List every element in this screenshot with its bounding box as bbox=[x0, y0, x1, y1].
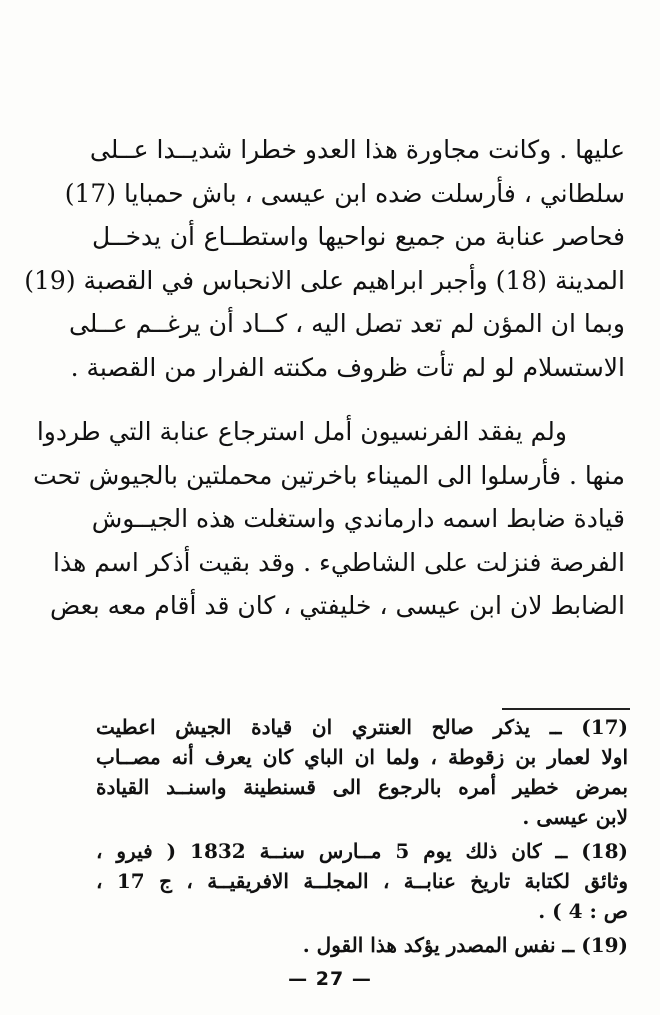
footnote-18 bbox=[96, 836, 628, 926]
text-line: الضابط لان ابن عيسى ، خليفتي ، كان قد أقام معه بعض bbox=[50, 591, 625, 620]
paragraph-2 bbox=[33, 410, 625, 628]
footnote-line: لابن عيسى . bbox=[522, 805, 628, 829]
footnote-19 bbox=[96, 930, 628, 960]
text-line: سلطاني ، فأرسلت ضده ابن عيسى ، باش حمبايا (17) bbox=[64, 178, 625, 208]
text-line: قيادة ضابط اسمه دارماندي واستغلت هذه الجيــوش bbox=[91, 504, 625, 533]
footnote-line: اولا لعمار بن زقوطة ، ولما ان الباي كان يعرف أنه مصــاب bbox=[96, 745, 628, 769]
text-line: منها . فأرسلوا الى الميناء باخرتين محملتين بالجيوش تحت bbox=[33, 460, 625, 490]
text-line: ولم يفقد الفرنسيون أمل استرجاع عنابة التي طردوا bbox=[36, 417, 567, 446]
text-line: الفرصة فنزلت على الشاطيء . وقد بقيت أذكر اسم هذا bbox=[53, 547, 625, 577]
footnote-divider bbox=[502, 708, 630, 710]
paragraph-1 bbox=[24, 128, 625, 389]
text-line: عليها . وكانت مجاورة هذا العدو خطرا شديــدا عــلى bbox=[89, 135, 625, 164]
footnotes bbox=[96, 712, 628, 964]
footnote-line: (19) ــ نفس المصدر يؤكد هذا القول . bbox=[302, 933, 628, 957]
page-number: — 27 — bbox=[288, 968, 372, 990]
text-line: فحاصر عنابة من جميع نواحيها واستطــاع أن يدخــل bbox=[92, 222, 625, 251]
footnote-line: ص : 4 ) . bbox=[538, 899, 628, 923]
footnote-line: (18) ــ كان ذلك يوم 5 مــارس سنــة 1832 ( فيرو ، bbox=[96, 839, 628, 863]
text-line: المدينة (18) وأجبر ابراهيم على الانحباس في القصبة (19) bbox=[24, 265, 625, 295]
text-line: وبما ان المؤن لم تعد تصل اليه ، كــاد أن يرغــم عــلى bbox=[68, 309, 625, 338]
footnote-line: بمرض خطير أمره بالرجوع الى قسنطينة واسنــد القيادة bbox=[96, 775, 628, 799]
footnote-line: وثائق لكتابة تاريخ عنابــة ، المجلــة الافريقيــة ، ج 17 ، bbox=[96, 869, 628, 893]
footnote-line: (17) ــ يذكر صالح العنتري ان قيادة الجيش اعطيت bbox=[96, 715, 628, 739]
text-line: الاستسلام لو لم تأت ظروف مكنته الفرار من القصبة . bbox=[70, 352, 625, 382]
footnote-17 bbox=[96, 712, 628, 832]
